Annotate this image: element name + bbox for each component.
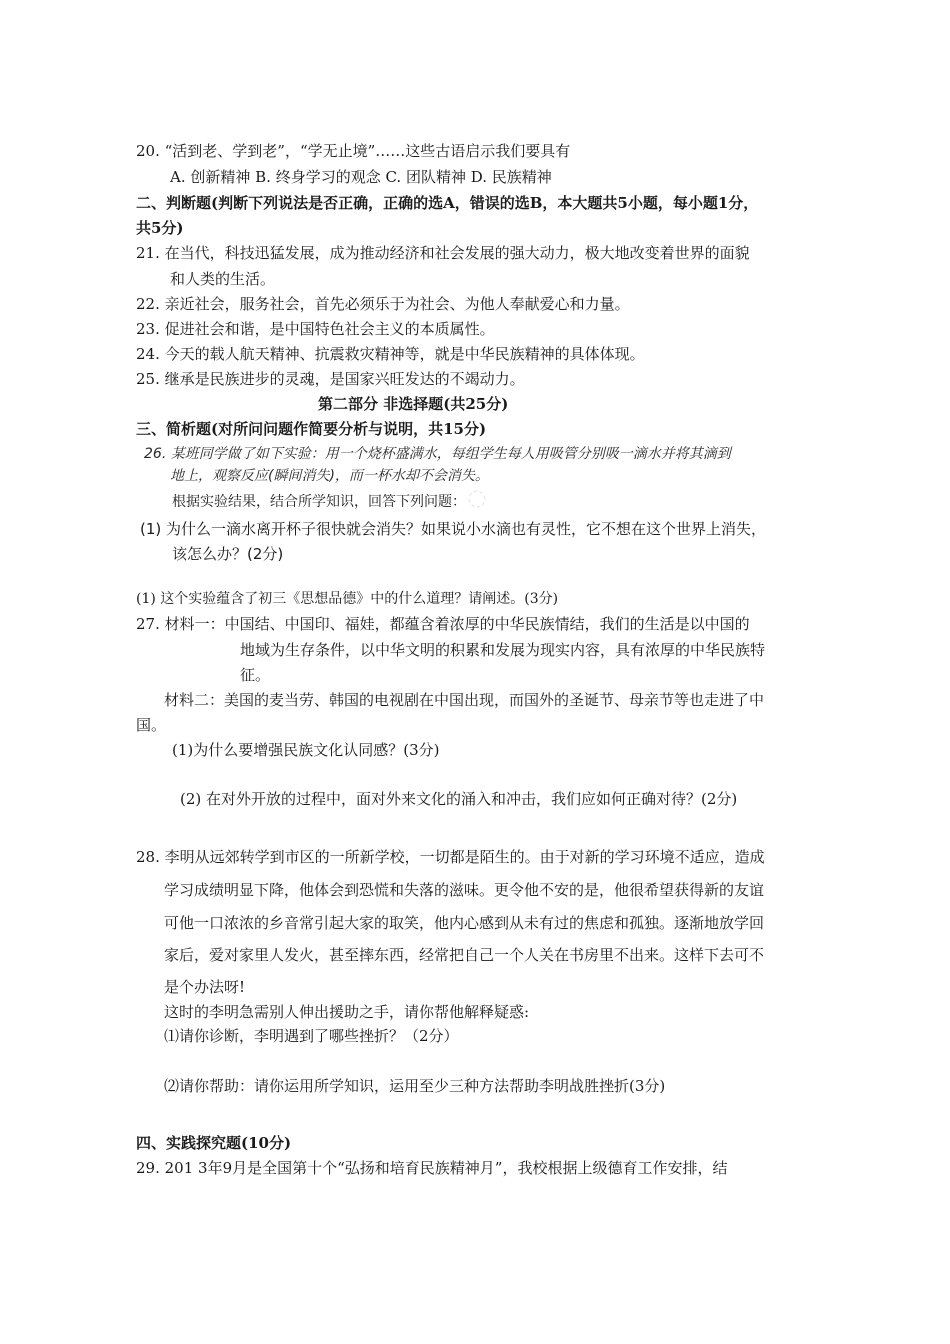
q28-line6: 这时的李明急需别人伸出援助之手，请你帮他解释疑惑: — [164, 1003, 530, 1021]
q28-line5: 是个办法呀! — [164, 978, 246, 996]
q26-line2: 地上，观察反应(瞬间消失)，而一杯水却不会消失。 — [170, 468, 489, 484]
q27-sub1: (1)为什么要增强民族文化认同感？(3分) — [172, 741, 440, 759]
part2-title: 第二部分 非选择题(共25分) — [318, 395, 509, 413]
q26-sub1-line2: 该怎么办？(2分) — [172, 545, 284, 563]
q20-stem: 20. “活到老、学到老”，“学无止境”……这些古语启示我们要具有 — [136, 142, 571, 160]
section4-heading: 四、实践探究题(10分) — [136, 1134, 292, 1152]
q28-line3: 可他一口浓浓的乡音常引起大家的取笑，他内心感到从未有过的焦虑和孤独。逐渐地放学回 — [164, 914, 765, 932]
q27-m1-line2: 地域为生存条件，以中华文明的积累和发展为现实内容，具有浓厚的中华民族特 — [240, 641, 766, 659]
q29: 29. 201 3年9月是全国第十个“弘扬和培育民族精神月”，我校根据上级德育工作安排，结 — [136, 1159, 728, 1177]
q28-line1: 28. 李明从远郊转学到市区的一所新学校，一切都是陌生的。由于对新的学习环境不适应，造成 — [136, 848, 765, 866]
q27-m2-line1: 材料二：美国的麦当劳、韩国的电视剧在中国出现，而国外的圣诞节、母亲节等也走进了中 — [164, 691, 765, 709]
q25: 25. 继承是民族进步的灵魂，是国家兴旺发达的不竭动力。 — [136, 370, 525, 388]
q22: 22. 亲近社会，服务社会，首先必须乐于为社会、为他人奉献爱心和力量。 — [136, 295, 630, 313]
q26-sub1-line1: (1) 为什么一滴水离开杯子很快就会消失？如果说小水滴也有灵性，它不想在这个世界上消失， — [140, 520, 767, 538]
q28-sub1: ⑴请你诊断，李明遇到了哪些挫折？（2分） — [164, 1027, 459, 1045]
q21-line1: 21. 在当代，科技迅猛发展，成为推动经济和社会发展的强大动力，极大地改变着世界的面貌 — [136, 244, 750, 262]
section3-heading: 三、简析题(对所问问题作简要分析与说明，共15分) — [136, 420, 487, 438]
q27-sub2: (2) 在对外开放的过程中，面对外来文化的涌入和冲击，我们应如何正确对待？(2分) — [180, 790, 738, 808]
q27-m1-line1: 27. 材料一：中国结、中国印、福娃，都蕴含着浓厚的中华民族情结，我们的生活是以中国的 — [136, 615, 750, 633]
q28-sub2: ⑵请你帮助：请你运用所学知识，运用至少三种方法帮助李明战胜挫折(3分) — [164, 1077, 666, 1095]
watermark-stamp: ◌ — [464, 484, 489, 513]
q27-m2-line2: 国。 — [136, 716, 167, 734]
q21-line2: 和人类的生活。 — [170, 270, 276, 288]
section2-heading-cont: 共5分) — [136, 219, 184, 237]
q28-line4: 家后，爱对家里人发火，甚至摔东西，经常把自己一个人关在书房里不出来。这样下去可不 — [164, 946, 765, 964]
q26-line3: 根据实验结果，结合所学知识，回答下列问题： — [172, 494, 466, 510]
q24: 24. 今天的载人航天精神、抗震救灾精神等，就是中华民族精神的具体体现。 — [136, 345, 645, 363]
q27-m1-line3: 征。 — [240, 666, 271, 684]
q26-sub2: (1) 这个实验蕴含了初三《思想品德》中的什么道理？请阐述。(3分) — [136, 591, 559, 607]
q20-options: A. 创新精神 B. 终身学习的观念 C. 团队精神 D. 民族精神 — [170, 168, 552, 186]
q23: 23. 促进社会和谐，是中国特色社会主义的本质属性。 — [136, 320, 495, 338]
q26-line1: 26. 某班同学做了如下实验：用一个烧杯盛满水，每组学生每人用吸管分别吸一滴水并将其滴到 — [144, 446, 731, 462]
section2-heading: 二、判断题(判断下列说法是否正确，正确的选A，错误的选B，本大题共5小题，每小题1分， — [136, 194, 759, 212]
q28-line2: 学习成绩明显下降，他体会到恐慌和失落的滋味。更令他不安的是，他很希望获得新的友谊 — [164, 881, 765, 899]
